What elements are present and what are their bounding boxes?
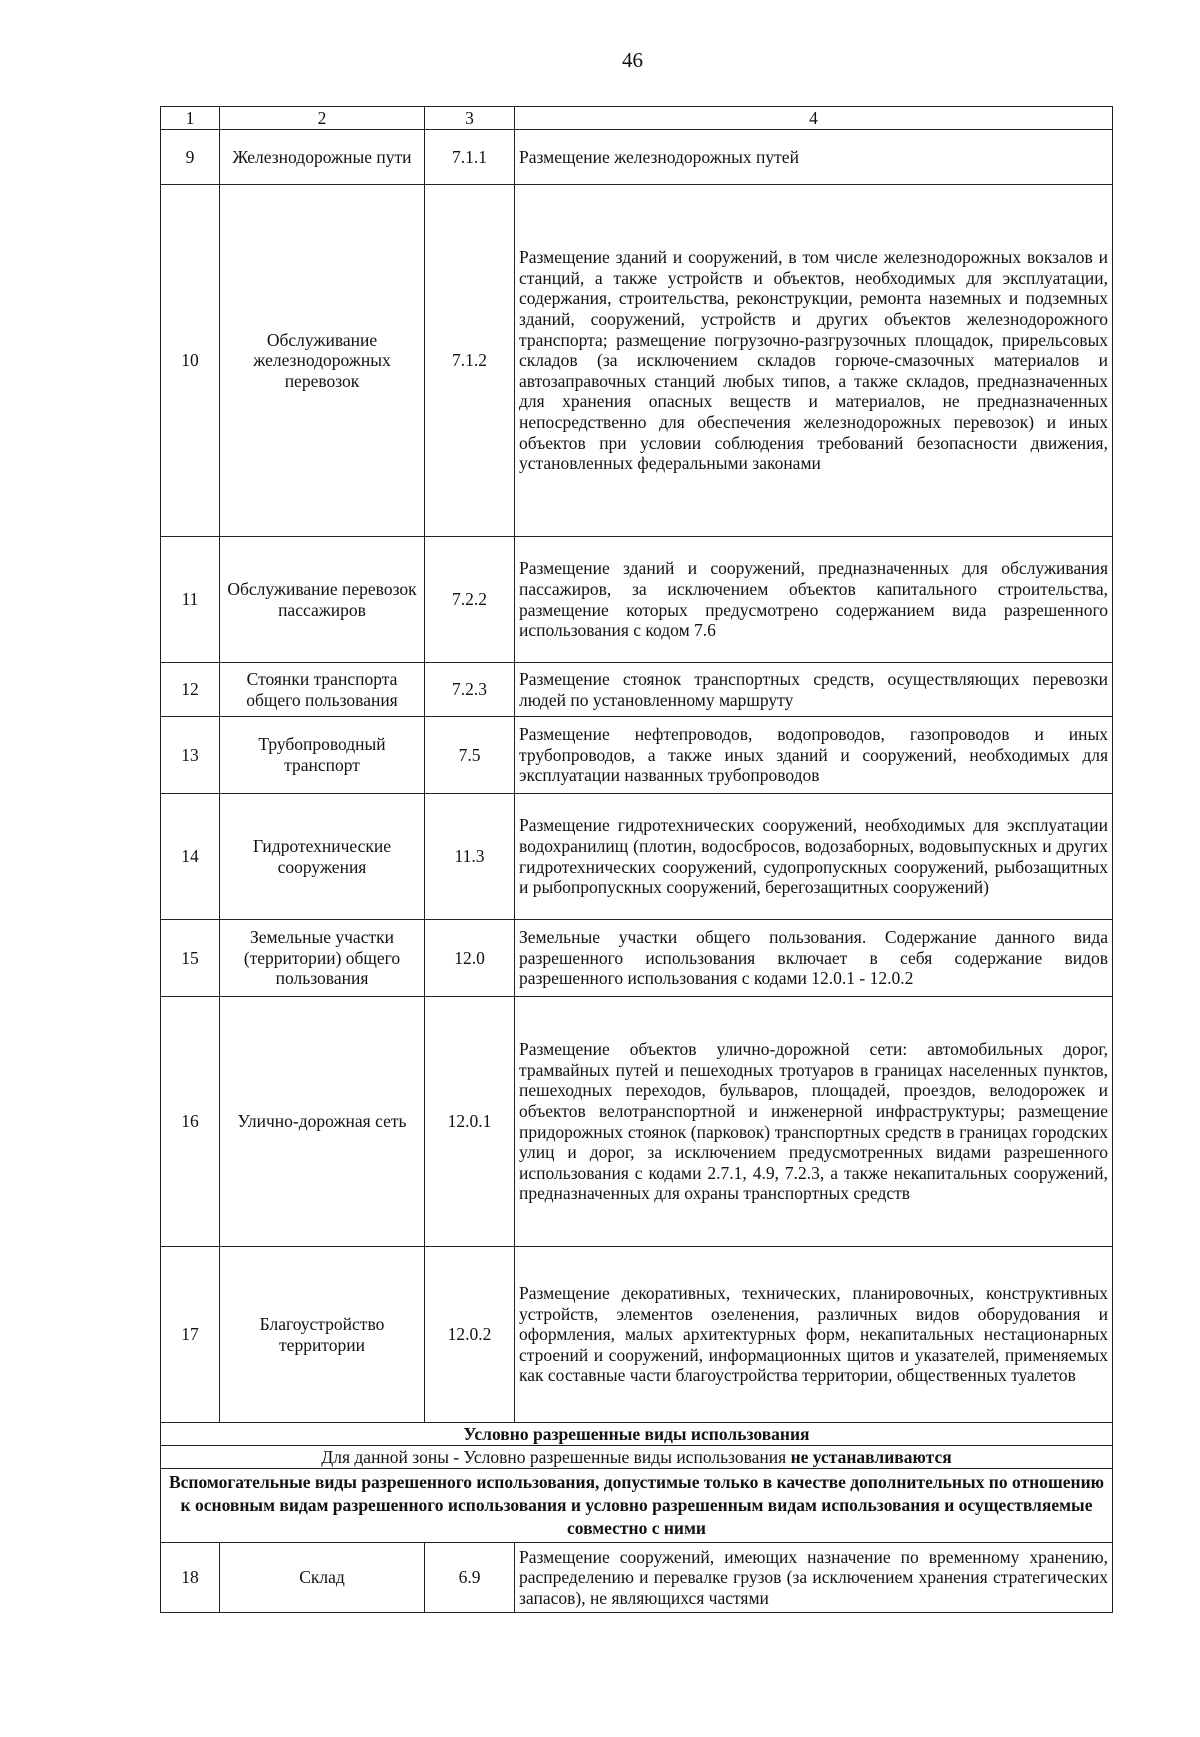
use-type-name: Склад (220, 1543, 425, 1613)
table-row (161, 794, 1113, 920)
use-type-code: 6.9 (425, 1543, 515, 1613)
use-type-code: 7.1.1 (425, 130, 515, 185)
table-row (161, 537, 1113, 663)
use-type-name: Обслуживание перевозок пассажиров (220, 537, 425, 663)
use-type-description: Размещение стоянок транспортных средств, осуществляющих перевозки людей по установленному маршруту (515, 663, 1113, 717)
use-type-name: Стоянки транспорта общего пользования (220, 663, 425, 717)
table-row (161, 663, 1113, 717)
use-type-name: Обслуживание железнодорожных перевозок (220, 185, 425, 537)
use-type-description: Земельные участки общего пользования. Содержание данного вида разрешенного использования включает в себя содержание видов разрешенного использования с кодами 12.0.1 - 12.0.2 (515, 920, 1113, 997)
table-row (161, 717, 1113, 794)
use-type-code: 12.0.1 (425, 997, 515, 1247)
row-number: 13 (161, 717, 220, 794)
use-type-code: 7.1.2 (425, 185, 515, 537)
use-type-name: Земельные участки (территории) общего пользования (220, 920, 425, 997)
use-type-description: Размещение гидротехнических сооружений, необходимых для эксплуатации водохранилищ (плотин, водосбросов, водозаборных, водовыпускных и других гидротехнических сооружений, судопропускных сооружений, рыбозащитных и рыбопропускных сооружений, берегозащитных сооружений) (515, 794, 1113, 920)
row-number: 14 (161, 794, 220, 920)
row-number: 18 (161, 1543, 220, 1613)
use-type-name: Благоустройство территории (220, 1247, 425, 1423)
use-type-code: 7.2.3 (425, 663, 515, 717)
table-row (161, 185, 1113, 537)
use-type-description: Размещение декоративных, технических, планировочных, конструктивных устройств, элементов озеленения, различных видов оборудования и оформления, малых архитектурных форм, некапитальных нестационарных строений и сооружений, информационных щитов и указателей, применяемых как составные части благоустройства территории, общественных туалетов (515, 1247, 1113, 1423)
zone-note (161, 1446, 1113, 1469)
use-type-description: Размещение зданий и сооружений, предназначенных для обслуживания пассажиров, за исключением объектов капитального строительства, размещение которых предусмотрено содержанием вида разрешенного использования с кодом 7.6 (515, 537, 1113, 663)
header-col-1: 1 (161, 107, 220, 130)
use-type-code: 7.5 (425, 717, 515, 794)
row-number: 15 (161, 920, 220, 997)
header-col-3: 3 (425, 107, 515, 130)
header-col-2: 2 (220, 107, 425, 130)
table-row (161, 920, 1113, 997)
page-number: 46 (622, 48, 643, 72)
section-row (161, 1423, 1113, 1446)
row-number: 10 (161, 185, 220, 537)
use-type-description: Размещение зданий и сооружений, в том числе железнодорожных вокзалов и станций, а также устройств и объектов, необходимых для эксплуатации, содержания, строительства, реконструкции, ремонта наземных и подземных зданий, сооружений, устройств и других объектов железнодорожного транспорта; размещение погрузочно-разгрузочных площадок, прирельсовых складов (за исключением складов горюче-смазочных материалов и автозаправочных станций любых типов, а также складов, предназначенных для хранения опасных веществ и материалов, не предназначенных непосредственно для обеспечения железнодорожных перевозок) и иных объектов при условии соблюдения требований безопасности движения, установленных федеральными законами (515, 185, 1113, 537)
use-type-code: 12.0.2 (425, 1247, 515, 1423)
use-type-code: 11.3 (425, 794, 515, 920)
conditional-uses-title: Условно разрешенные виды использования (161, 1423, 1113, 1446)
use-type-name: Железнодорожные пути (220, 130, 425, 185)
row-number: 12 (161, 663, 220, 717)
use-type-name: Гидротехнические сооружения (220, 794, 425, 920)
land-use-table (160, 106, 1113, 1613)
use-type-code: 7.2.2 (425, 537, 515, 663)
table-row (161, 1543, 1113, 1613)
row-number: 9 (161, 130, 220, 185)
row-number: 16 (161, 997, 220, 1247)
zone-note-row (161, 1446, 1113, 1469)
use-type-description: Размещение нефтепроводов, водопроводов, газопроводов и иных трубопроводов, а также иных зданий и сооружений, необходимых для эксплуатации названных трубопроводов (515, 717, 1113, 794)
table-row (161, 1247, 1113, 1423)
use-type-description: Размещение сооружений, имеющих назначение по временному хранению, распределению и перевалке грузов (за исключением хранения стратегических запасов), не являющихся частями (515, 1543, 1113, 1613)
zone-note-emphasis: не устанавливаются (790, 1446, 952, 1467)
use-type-name: Улично-дорожная сеть (220, 997, 425, 1247)
row-number: 17 (161, 1247, 220, 1423)
use-type-description: Размещение объектов улично-дорожной сети: автомобильных дорог, трамвайных путей и пешеходных тротуаров в границах населенных пунктов, пешеходных переходов, бульваров, площадей, проездов, велодорожек и объектов велотранспортной и инженерной инфраструктуры; размещение придорожных стоянок (парковок) транспортных средств в границах городских улиц и дорог, за исключением предусмотренных видами разрешенного использования с кодами 2.7.1, 4.9, 7.2.3, а также некапитальных сооружений, предназначенных для охраны транспортных средств (515, 997, 1113, 1247)
header-row (161, 107, 1113, 130)
header-col-4: 4 (515, 107, 1113, 130)
row-number: 11 (161, 537, 220, 663)
section-row (161, 1469, 1113, 1543)
use-type-name: Трубопроводный транспорт (220, 717, 425, 794)
table-row (161, 130, 1113, 185)
table-row (161, 997, 1113, 1247)
auxiliary-uses-title: Вспомогательные виды разрешенного использования, допустимые только в качестве дополнительных по отношению к основным видам разрешенного использования и условно разрешенным видам использования и осуществляемые совместно с ними (161, 1469, 1113, 1543)
use-type-code: 12.0 (425, 920, 515, 997)
use-type-description: Размещение железнодорожных путей (515, 130, 1113, 185)
zone-note-text: Для данной зоны - Условно разрешенные виды использования (321, 1446, 791, 1467)
